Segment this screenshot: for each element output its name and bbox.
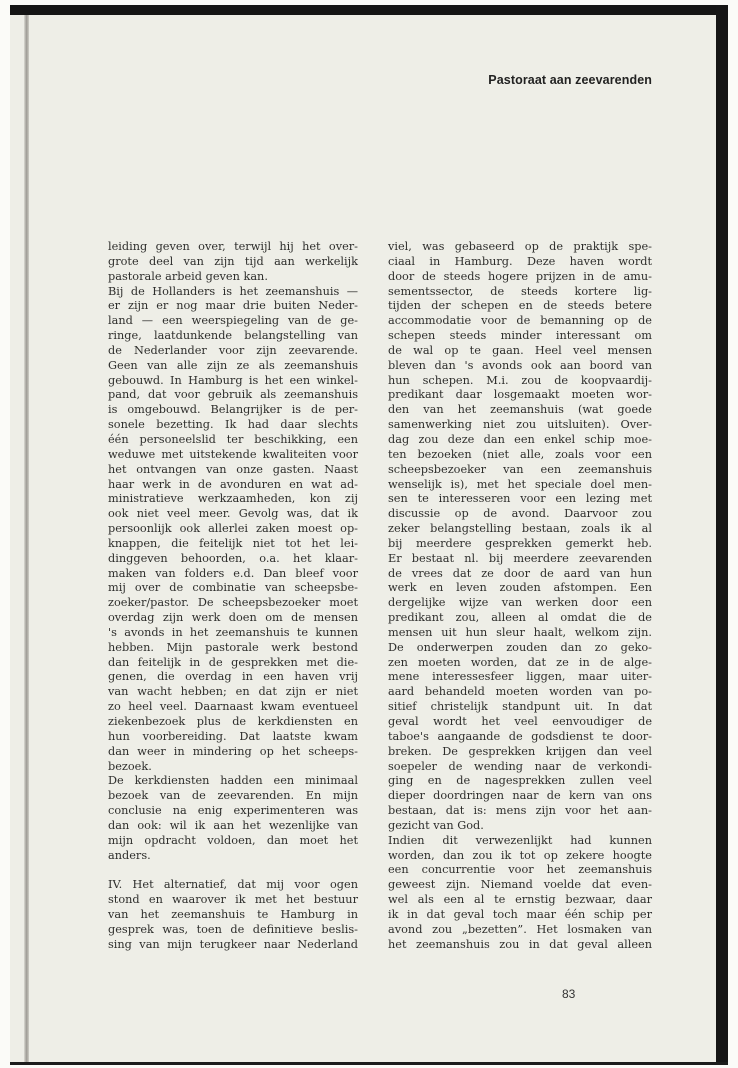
text-line: pastorale arbeid geven kan. [108,269,268,283]
text-line: hebben. Mijn pastorale werk bestond [108,640,358,654]
text-line: samenwerking niet zou uitsluiten). Over- [388,418,652,432]
text-line: grote deel van zijn tijd aan werkelijk [108,254,358,268]
text-line: wenselijk is), met het speciale doel men- [388,477,652,491]
text-line: dergelijke wijze van werken door een [388,596,652,610]
text-line: genen, die overdag in een haven vrij [108,670,358,684]
text-line: zoeker/pastor. De scheepsbezoeker moet [108,596,358,610]
text-line: predikant daar losgemaakt moeten wor- [388,388,652,402]
text-line: de wal op te gaan. Heel veel mensen [388,343,652,357]
text-line: mensen uit hun sleur haalt, welkom zijn. [388,625,652,639]
text-line: één personeelslid ter beschikking, een [108,432,358,446]
text-line: het zeemanshuis zou in dat geval alleen [388,937,652,951]
text-line: sing van mijn terugkeer naar Nederland [108,937,358,951]
text-line: discussie op de avond. Daarvoor zou [388,507,652,521]
text-column-left [108,240,358,953]
text-line: gezicht van God. [388,818,484,832]
text-line: den van het zeemanshuis (wat goede [388,403,652,417]
text-line: de Nederlander voor zijn zeevarende. [108,343,358,357]
page-number: 83 [562,987,576,1001]
text-line: bezoek. [108,759,152,773]
text-line: dinggeven behoorden, o.a. het klaar- [108,551,358,565]
text-line: predikant zou, alleen al omdat die de [388,611,652,625]
text-line: knappen, die feitelijk niet tot het lei- [108,536,358,550]
scan-border-top [10,5,728,15]
text-line: bestaan, dat is: mens zijn voor het aan- [388,804,652,818]
text-line: accommodatie voor de bemanning op de [388,314,652,328]
text-line: ministratieve werkzaamheden, kon zij [108,492,358,506]
text-line: pand, dat voor gebruik als zeemanshuis [108,388,358,402]
text-line: ciaal in Hamburg. Deze haven wordt [388,254,652,268]
text-line: werk en leven zouden afstompen. Een [388,581,652,595]
text-line: haar werk in de avonduren en wat ad- [108,477,358,491]
text-line: ik in dat geval toch maar één schip per [388,907,652,921]
text-line: De onderwerpen zouden dan zo geko- [388,640,652,654]
text-line: viel, was gebaseerd op de praktijk spe- [388,240,652,253]
text-line: wel als een al te ernstig bezwaar, daar [388,893,652,907]
text-line: mijn opdracht voldoen, dan moet het [108,833,358,847]
text-line: tijden der schepen en de steeds betere [388,299,652,313]
text-line: ging en de nagesprekken zullen veel [388,774,652,788]
text-line: dan feitelijk in de gesprekken met die- [108,655,358,669]
text-line: anders. [108,848,151,862]
text-line: geval wordt het veel eenvoudiger de [388,715,652,728]
text-line: zeker belangstelling bestaan, zoals ik al [388,522,652,536]
text-line: van het zeemanshuis te Hamburg in [108,907,358,921]
text-line: gesprek was, toen de definitieve beslis- [108,922,358,936]
text-line: dan ook: wil ik aan het wezenlijke van [108,818,358,832]
text-line: avond zou „bezetten”. Het losmaken van [388,922,652,936]
text-line: aard behandeld moeten worden van po- [388,685,652,699]
text-line: land — een weerspiegeling van de ge- [108,314,358,328]
text-line: bleven dan 's avonds ook aan boord van [388,358,652,372]
text-line: is omgebouwd. Belangrijker is de per- [108,403,358,417]
text-line: hun schepen. M.i. zou de koopvaardij- [388,373,652,387]
text-line: een concurrentie voor het zeemanshuis [388,863,652,877]
text-line: scheepsbezoeker van een zeemanshuis [388,462,652,476]
text-line: dag zou deze dan een enkel schip moe- [388,432,652,446]
text-line: persoonlijk ook allerlei zaken moest op- [108,522,358,536]
running-header: Pastoraat aan zeevarenden [488,73,652,87]
text-line: overdag zijn werk doen om de mensen [108,611,358,625]
text-line: 's avonds in het zeemanshuis te kunnen [108,625,358,639]
text-line: bij meerdere gesprekken gemerkt heb. [388,536,652,550]
paragraph [108,285,358,775]
text-line: Er bestaat nl. bij meerdere zeevarenden [388,551,652,565]
text-line: De kerkdiensten hadden een minimaal [108,774,358,788]
text-line: schepen steeds minder interessant om [388,329,652,343]
text-line: geweest zijn. Niemand voelde dat even- [388,878,652,892]
text-line: Bij de Hollanders is het zeemanshuis — [108,284,358,298]
text-line: zo heel veel. Daarnaast kwam eventueel [108,700,358,714]
paragraph [388,240,652,834]
text-line: worden, dan zou ik tot op zekere hoogte [388,848,652,862]
text-line: taboe's aangaande de godsdienst te door- [388,729,652,743]
text-line: bezoek van de zeevarenden. En mijn [108,789,358,803]
text-line: Geen van alle zijn ze als zeemanshuis [108,358,358,372]
scan-border-right [716,5,728,1065]
text-line: gebouwd. In Hamburg is het een winkel- [108,373,358,387]
text-line: leiding geven over, terwijl hij het over- [108,240,358,253]
text-line: ten bezoeken (niet alle, zoals voor een [388,447,652,461]
text-line: er zijn er nog maar drie buiten Neder- [108,299,358,313]
text-line: door de steeds hogere prijzen in de amu- [388,269,652,283]
text-line: conclusie na enig experimenteren was [108,804,358,818]
book-page [10,15,716,1062]
text-line: dieper doordringen naar de kern van ons [388,789,652,803]
text-line: mene interessesfeer liggen, maar uiter- [388,670,652,684]
paragraph [388,834,652,953]
section-gap [108,863,358,878]
paragraph [108,774,358,863]
text-line: ziekenbezoek plus de kerkdiensten en [108,715,358,728]
text-line: weduwe met uitstekende kwaliteiten voor [108,447,358,461]
scan-border-bottom [10,1062,728,1065]
text-line: de vrees dat ze door de aard van hun [388,566,652,580]
text-line: het ontvangen van onze gasten. Naast [108,462,358,476]
text-line: mij over de combinatie van scheepsbe- [108,581,358,595]
text-line: IV. Het alternatief, dat mij voor ogen [108,878,358,892]
text-line: sitief christelijk standpunt uit. In dat [388,700,652,714]
text-line: ook niet veel meer. Gevolg was, dat ik [108,507,358,521]
text-line: Indien dit verwezenlijkt had kunnen [388,833,652,847]
text-line: sonele bezetting. Ik had daar slechts [108,418,358,432]
text-column-right [388,240,652,953]
text-line: breken. De gesprekken krijgen dan veel [388,744,652,758]
paragraph [108,878,358,952]
text-line: stond en waarover ik met het bestuur [108,893,358,907]
paragraph [108,240,358,285]
text-line: sen te interesseren voor een lezing met [388,492,652,506]
text-line: soepeler de wending naar de verkondi- [388,759,652,773]
text-line: sementssector, de steeds kortere lig- [388,284,652,298]
text-line: maken van folders e.d. Dan bleef voor [108,566,358,580]
text-line: van wacht hebben; en dat zijn er niet [108,685,358,699]
page-binding-shadow [24,15,29,1062]
text-line: hun voorbereiding. Dat laatste kwam [108,729,358,743]
text-line: zen moeten worden, dat ze in de alge- [388,655,652,669]
text-line: ringe, laatdunkende belangstelling van [108,329,358,343]
text-line: dan weer in mindering op het scheeps- [108,744,358,758]
